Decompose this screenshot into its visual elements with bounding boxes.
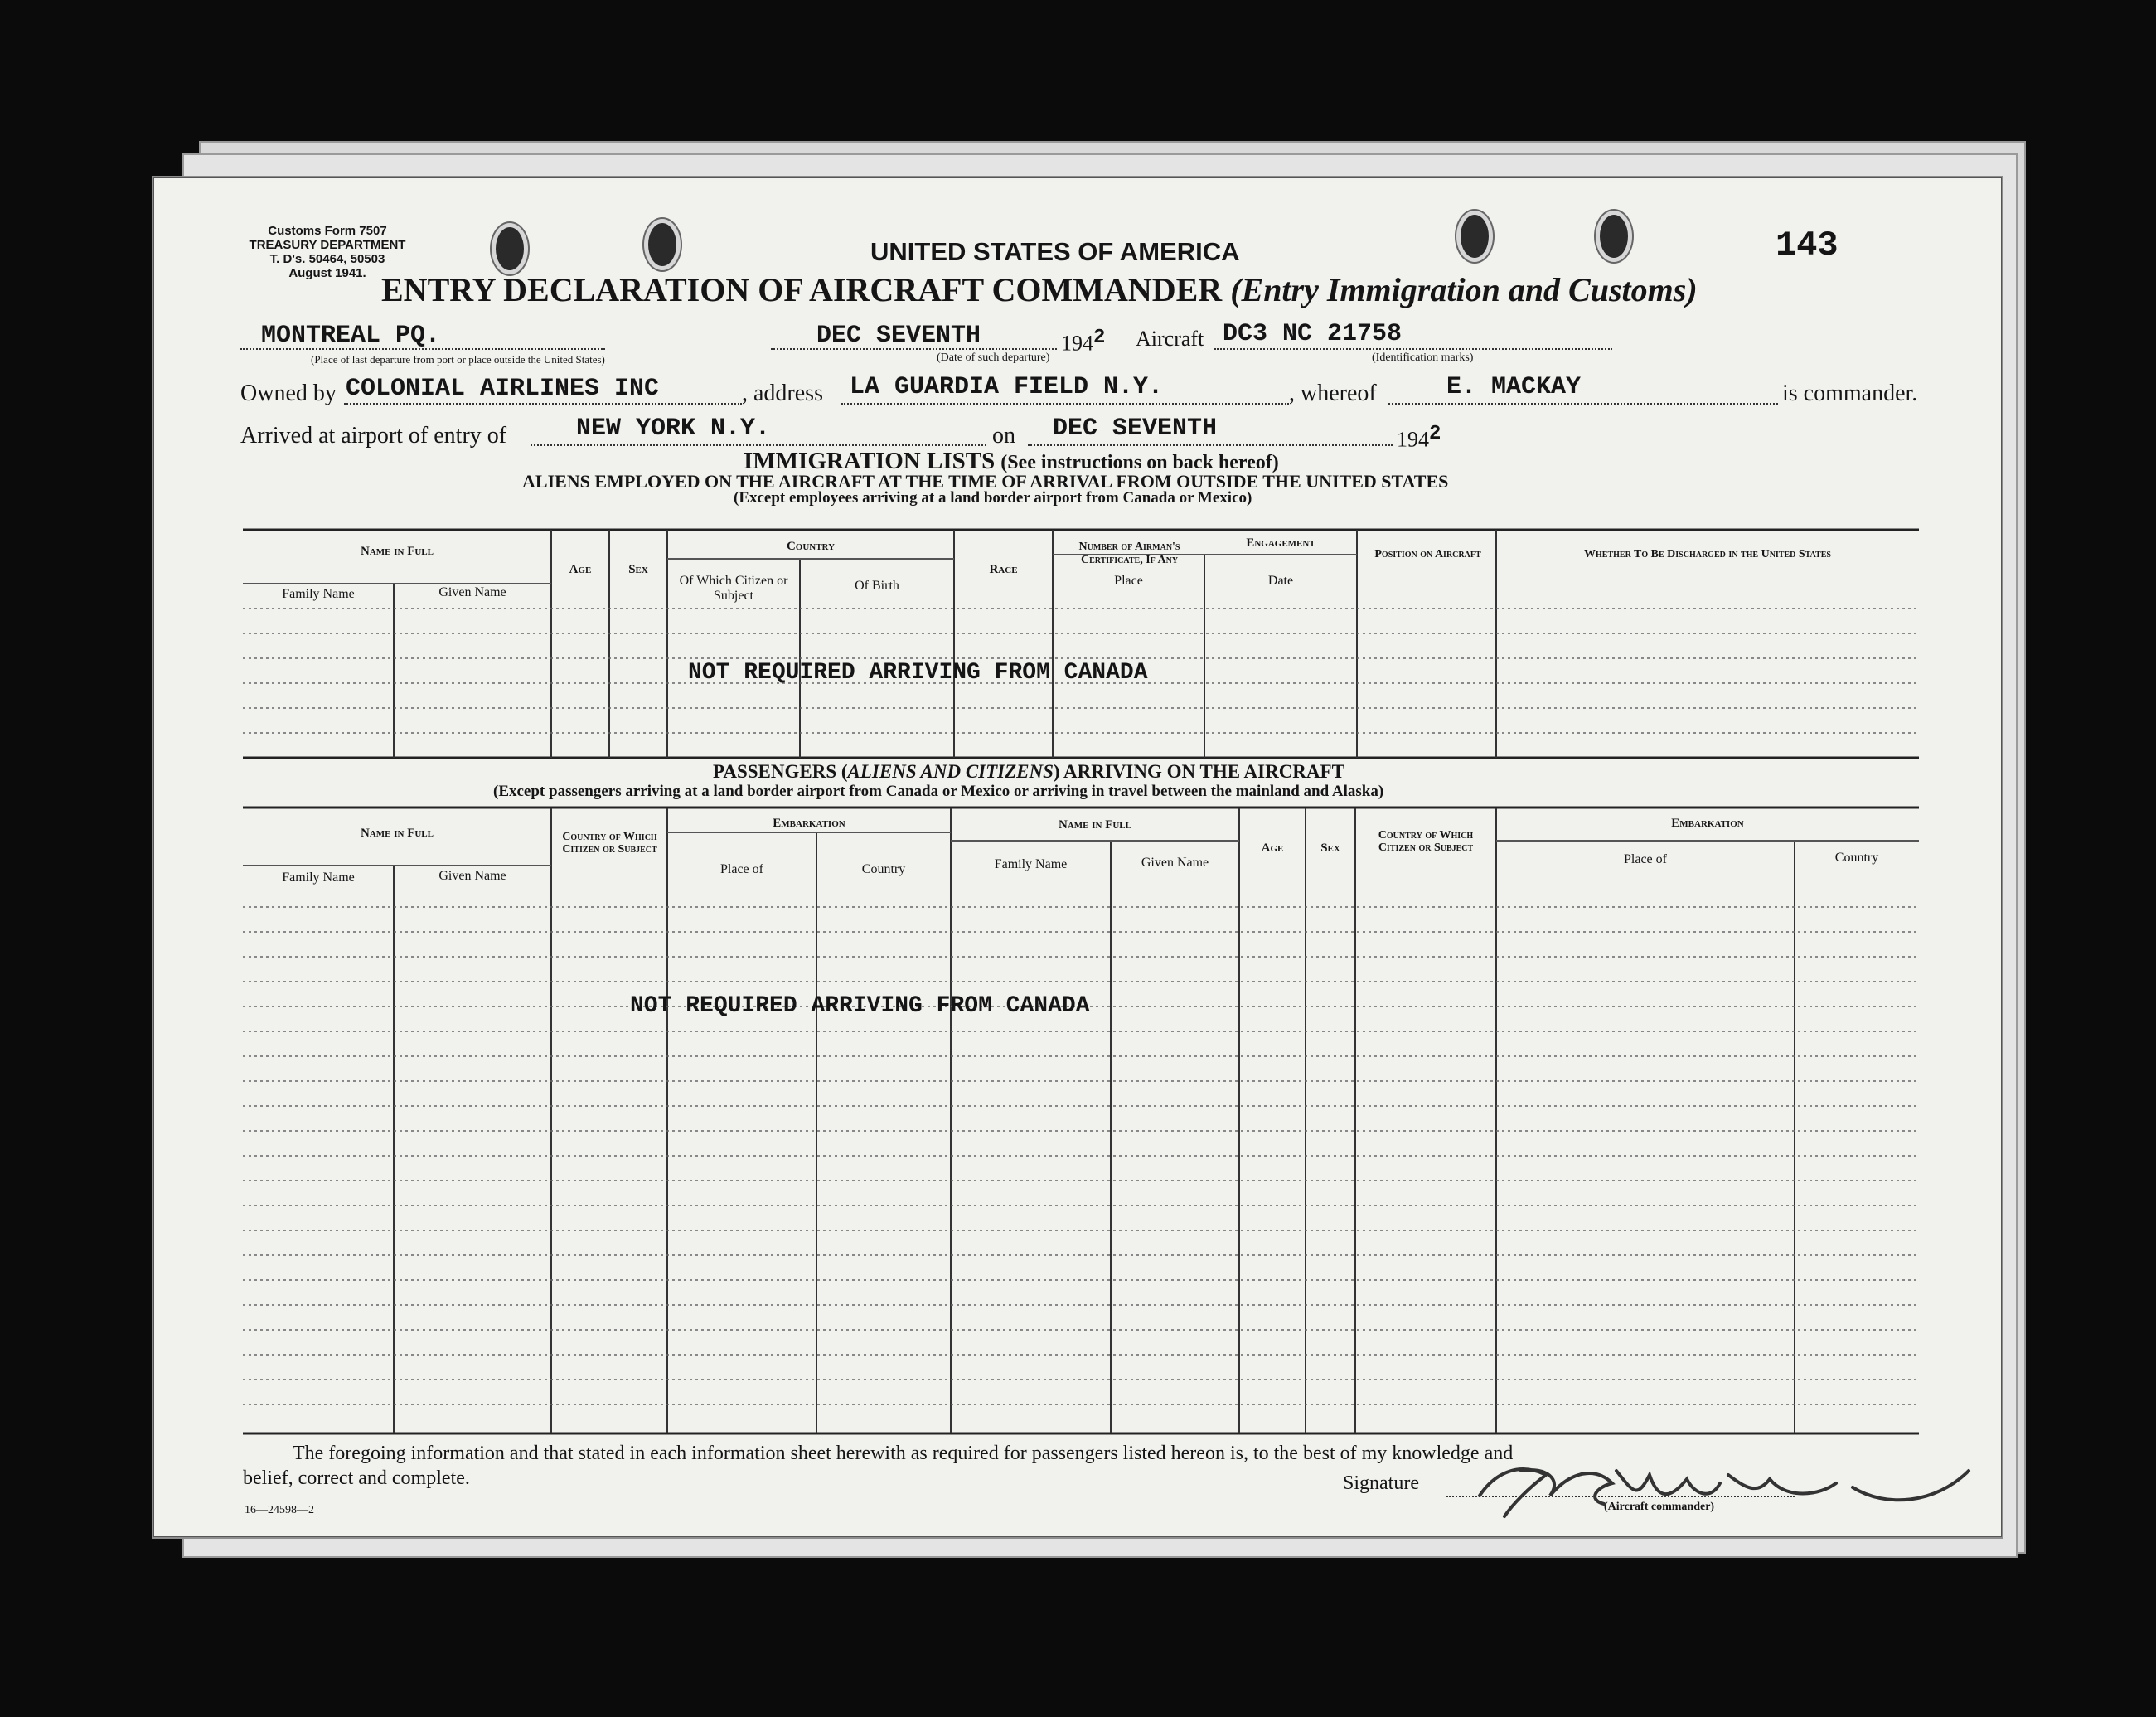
- handwritten-signature: [1471, 1438, 1985, 1529]
- crew-col-discharge: Whether To Be Discharged in the United States: [1584, 548, 1831, 560]
- crew-col-place: Place: [1114, 574, 1143, 588]
- pax-col-country: Country: [861, 862, 906, 876]
- commander: E. MACKAY: [1446, 373, 1582, 401]
- td-refs: T. D's. 50464, 50503: [269, 252, 385, 266]
- print-code: 16—24598—2: [245, 1504, 314, 1516]
- crew-col-certificate: Number of Airman's Certificate, If Any: [1078, 541, 1180, 566]
- edition: August 1941.: [288, 266, 366, 280]
- year-digit: 2: [1093, 327, 1106, 349]
- crew-col-engagement-group: Engagement: [1246, 536, 1315, 550]
- departure-date: DEC SEVENTH: [816, 322, 981, 350]
- pax-col-citizen: Country of Which Citizen or Subject: [562, 831, 657, 856]
- pax-col-country-2: Country: [1834, 851, 1879, 865]
- pax-not-required-stamp: NOT REQUIRED ARRIVING FROM CANADA: [630, 993, 1090, 1019]
- crew-col-age: Age: [569, 563, 592, 576]
- aircraft-caption: (Identification marks): [1372, 352, 1474, 364]
- title-main: ENTRY DECLARATION OF AIRCRAFT COMMANDER: [381, 271, 1223, 308]
- crew-col-country-group: Country: [786, 540, 836, 553]
- owned-by-label: Owned by: [240, 381, 337, 406]
- department: TREASURY DEPARTMENT: [249, 238, 406, 252]
- arrival-airport: NEW YORK N.Y.: [576, 415, 771, 443]
- pax-col-given-name: Given Name: [438, 869, 506, 883]
- passengers-heading: [713, 761, 1344, 783]
- owner: COLONIAL AIRLINES INC: [346, 375, 660, 403]
- pax-col-family-name-2: Family Name: [994, 857, 1068, 871]
- pax-col-given-name-2: Given Name: [1141, 856, 1209, 870]
- crew-col-birth: Of Birth: [855, 579, 899, 593]
- address: LA GUARDIA FIELD N.Y.: [850, 373, 1164, 401]
- departure-place: MONTREAL PQ.: [261, 322, 441, 350]
- pax-col-sex: Sex: [1320, 842, 1340, 855]
- aircraft-marks: DC3 NC 21758: [1223, 320, 1403, 348]
- pax-col-family-name: Family Name: [282, 871, 355, 885]
- title-italic: (Entry Immigration and Customs): [1230, 271, 1698, 308]
- is-commander-label: is commander.: [1782, 381, 1918, 406]
- address-label: , address: [742, 381, 823, 406]
- whereof-label: , whereof: [1289, 381, 1377, 406]
- pax-col-embarkation-group: Embarkation: [773, 817, 845, 830]
- pax-col-name-group: Name in Full: [360, 827, 434, 840]
- signature-label: Signature: [1343, 1472, 1419, 1494]
- crew-not-required-stamp: NOT REQUIRED ARRIVING FROM CANADA: [688, 660, 1148, 686]
- year-prefix: 194: [1397, 427, 1429, 452]
- pax-col-age: Age: [1261, 842, 1284, 855]
- passengers-note: (Except passengers arriving at a land border airport from Canada or Mexico or arriving in travel between the mainland and Alaska): [493, 783, 1384, 800]
- aliens-note: (Except employees arriving at a land border airport from Canada or Mexico): [734, 489, 1252, 507]
- departure-place-caption: (Place of last departure from port or place outside the United States): [311, 353, 605, 366]
- arrival-date: DEC SEVENTH: [1053, 415, 1218, 443]
- pax-col-embarkation-group-2: Embarkation: [1671, 817, 1744, 830]
- crew-col-name-group: Name in Full: [360, 545, 434, 558]
- signature-caption: (Aircraft commander): [1604, 1501, 1715, 1513]
- crew-col-given-name: Given Name: [438, 585, 506, 599]
- form-number: Customs Form 7507: [268, 224, 387, 238]
- declaration-line-2: belief, correct and complete.: [243, 1467, 470, 1489]
- declaration-line-1: The foregoing information and that stated in each information sheet herewith as required for passengers listed hereon is, to the best of my knowledge and: [293, 1443, 1514, 1464]
- aliens-heading: ALIENS EMPLOYED ON THE AIRCRAFT AT THE TIME OF ARRIVAL FROM OUTSIDE THE UNITED STATES: [522, 471, 1449, 492]
- pax-col-citizen-2: Country of Which Citizen or Subject: [1378, 829, 1474, 854]
- crew-col-family-name: Family Name: [282, 587, 355, 601]
- year-digit: 2: [1429, 423, 1441, 445]
- pax-col-place-of: Place of: [720, 862, 763, 876]
- pax-col-name-group-2: Name in Full: [1058, 818, 1131, 832]
- aircraft-label: Aircraft: [1136, 327, 1204, 351]
- arrived-label: Arrived at airport of entry of: [240, 423, 507, 449]
- on-label: on: [992, 423, 1015, 449]
- passengers-heading-pre: PASSENGERS (: [713, 761, 848, 782]
- form-sheet: [152, 176, 2003, 1539]
- country-heading: UNITED STATES OF AMERICA: [870, 237, 1240, 266]
- crew-col-position: Position on Aircraft: [1374, 548, 1481, 560]
- pax-col-place-of-2: Place of: [1624, 852, 1667, 866]
- crew-col-race: Race: [989, 563, 1018, 576]
- immigration-note: (See instructions on back hereof): [1000, 452, 1279, 473]
- crew-col-citizen: Of Which Citizen or Subject: [679, 574, 788, 603]
- crew-col-sex: Sex: [628, 563, 648, 576]
- crew-col-date: Date: [1267, 574, 1294, 588]
- immigration-title: IMMIGRATION LISTS: [744, 448, 996, 474]
- passengers-heading-post: ) ARRIVING ON THE AIRCRAFT: [1053, 761, 1344, 782]
- year-prefix: 194: [1061, 331, 1093, 356]
- departure-date-caption: (Date of such departure): [937, 352, 1050, 364]
- page-number: 143: [1776, 226, 1839, 265]
- passengers-heading-italic: ALIENS AND CITIZENS: [847, 761, 1054, 782]
